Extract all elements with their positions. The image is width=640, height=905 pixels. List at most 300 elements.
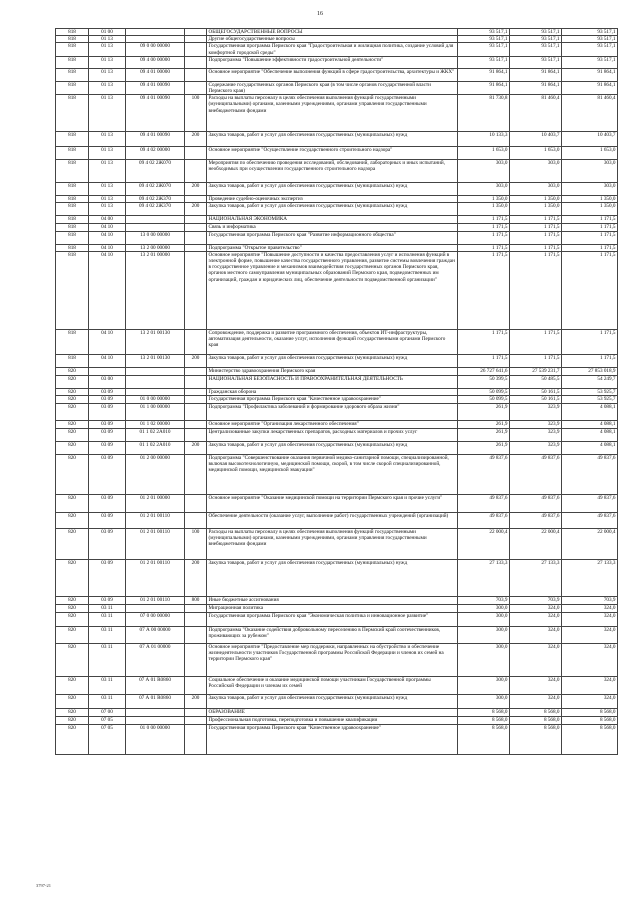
cell-v2: 303,0 bbox=[510, 160, 562, 183]
cell-v3: 1 171,5 bbox=[562, 244, 618, 251]
cell-v3: 324,0 bbox=[562, 627, 618, 644]
cell-v1: 50 399,5 bbox=[458, 375, 510, 388]
cell-v2: 323,9 bbox=[510, 421, 562, 429]
cell-vr bbox=[185, 495, 207, 513]
cell-vr bbox=[185, 329, 207, 354]
cell-v1: 8 568,0 bbox=[458, 709, 510, 717]
cell-csr bbox=[126, 388, 185, 395]
cell-v3: 8 568,0 bbox=[562, 717, 618, 725]
cell-vr bbox=[185, 68, 207, 81]
cell-name: Расходы на выплаты персоналу в целях обеспечения выполнения функций государственными (муниципальными) органами, казенными учреждениями, органами управления государственными внебюджетными фондами bbox=[207, 529, 458, 560]
cell-v2: 81 460,4 bbox=[510, 95, 562, 132]
page-number: 16 bbox=[317, 11, 323, 17]
cell-v1: 300,0 bbox=[458, 644, 510, 677]
table-row bbox=[56, 132, 618, 147]
cell-ved: 818 bbox=[56, 244, 89, 251]
cell-v3: 4 088,1 bbox=[562, 429, 618, 442]
cell-ved: 820 bbox=[56, 375, 89, 388]
cell-csr: 01 1 00 00000 bbox=[126, 404, 185, 421]
cell-name: Мероприятия по обеспечению проведения исследований, обследований, лабораторных и иных испытаний, необходимых при осуществлении государственного строительного надзора bbox=[207, 160, 458, 183]
cell-v2: 324,0 bbox=[510, 677, 562, 695]
cell-vr bbox=[185, 513, 207, 529]
cell-rz: 04 10 bbox=[89, 329, 126, 354]
cell-ved: 818 bbox=[56, 224, 89, 231]
cell-vr bbox=[185, 36, 207, 43]
cell-csr: 01 2 01 00000 bbox=[126, 495, 185, 513]
cell-rz: 03 11 bbox=[89, 677, 126, 695]
cell-ved: 820 bbox=[56, 367, 89, 375]
cell-v1: 300,0 bbox=[458, 613, 510, 627]
cell-name: Обеспечение деятельности (оказание услуг, выполнение работ) государственных учреждений (организаций) bbox=[207, 513, 458, 529]
cell-vr bbox=[185, 388, 207, 395]
cell-v1: 1 171,5 bbox=[458, 329, 510, 354]
cell-csr bbox=[126, 36, 185, 43]
cell-ved: 820 bbox=[56, 677, 89, 695]
table-row bbox=[56, 529, 618, 560]
cell-v2: 50 161,5 bbox=[510, 388, 562, 395]
cell-ved: 818 bbox=[56, 81, 89, 94]
cell-v2: 27 539 231,7 bbox=[510, 367, 562, 375]
cell-rz: 07 00 bbox=[89, 709, 126, 717]
cell-csr: 01 2 00 00000 bbox=[126, 455, 185, 495]
table-row bbox=[56, 147, 618, 160]
cell-v2: 22 000,4 bbox=[510, 529, 562, 560]
cell-name: Закупка товаров, работ и услуг для обеспечения государственных (муниципальных) нужд bbox=[207, 560, 458, 597]
cell-ved: 820 bbox=[56, 396, 89, 404]
cell-ved: 818 bbox=[56, 354, 89, 367]
table-row bbox=[56, 196, 618, 203]
cell-ved: 820 bbox=[56, 529, 89, 560]
cell-v2: 49 837,6 bbox=[510, 455, 562, 495]
cell-vr bbox=[185, 627, 207, 644]
table-row bbox=[56, 160, 618, 183]
cell-csr: 13 0 00 00000 bbox=[126, 231, 185, 244]
cell-v3: 81 460,4 bbox=[562, 95, 618, 132]
cell-v2: 324,0 bbox=[510, 644, 562, 677]
table-row bbox=[56, 36, 618, 43]
cell-v1: 91 864,1 bbox=[458, 68, 510, 81]
cell-name: Закупка товаров, работ и услуг для обеспечения государственных (муниципальных) нужд bbox=[207, 354, 458, 367]
cell-csr: 09 4 01 00000 bbox=[126, 68, 185, 81]
cell-v1: 27 133,3 bbox=[458, 560, 510, 597]
table-row bbox=[56, 375, 618, 388]
cell-v1: 261,9 bbox=[458, 421, 510, 429]
cell-v1: 1 171,5 bbox=[458, 231, 510, 244]
cell-rz: 07 05 bbox=[89, 725, 126, 755]
cell-ved: 818 bbox=[56, 329, 89, 354]
cell-v3: 93 517,1 bbox=[562, 29, 618, 36]
table-row bbox=[56, 717, 618, 725]
cell-vr bbox=[185, 717, 207, 725]
cell-v2: 93 517,1 bbox=[510, 29, 562, 36]
cell-v3: 49 837,6 bbox=[562, 455, 618, 495]
cell-v1: 93 517,1 bbox=[458, 29, 510, 36]
cell-csr: 09 4 02 2Ж070 bbox=[126, 183, 185, 196]
table-row bbox=[56, 709, 618, 717]
table-row bbox=[56, 644, 618, 677]
cell-csr bbox=[126, 367, 185, 375]
cell-v2: 10 403,7 bbox=[510, 132, 562, 147]
cell-ved: 820 bbox=[56, 597, 89, 605]
cell-name: Иные бюджетные ассигнования bbox=[207, 597, 458, 605]
cell-rz: 03 09 bbox=[89, 404, 126, 421]
cell-ved: 820 bbox=[56, 717, 89, 725]
cell-ved: 820 bbox=[56, 404, 89, 421]
cell-v1: 91 864,1 bbox=[458, 81, 510, 94]
cell-vr bbox=[185, 196, 207, 203]
cell-v3: 1 171,5 bbox=[562, 251, 618, 329]
cell-csr bbox=[126, 709, 185, 717]
cell-vr bbox=[185, 613, 207, 627]
cell-v1: 1 171,5 bbox=[458, 251, 510, 329]
cell-v1: 22 000,4 bbox=[458, 529, 510, 560]
cell-csr: 09 4 00 00000 bbox=[126, 56, 185, 68]
cell-vr bbox=[185, 224, 207, 231]
cell-v3: 303,0 bbox=[562, 183, 618, 196]
table-row bbox=[56, 605, 618, 613]
cell-v3: 1 350,0 bbox=[562, 196, 618, 203]
cell-v1: 261,9 bbox=[458, 429, 510, 442]
cell-v2: 50 485,5 bbox=[510, 375, 562, 388]
cell-csr bbox=[126, 29, 185, 36]
cell-v3: 54 249,7 bbox=[562, 375, 618, 388]
cell-vr bbox=[185, 160, 207, 183]
cell-ved: 818 bbox=[56, 196, 89, 203]
cell-name: ОБРАЗОВАНИЕ bbox=[207, 709, 458, 717]
cell-v3: 1 171,5 bbox=[562, 224, 618, 231]
cell-rz: 01 00 bbox=[89, 29, 126, 36]
cell-v2: 324,0 bbox=[510, 613, 562, 627]
cell-v1: 49 837,6 bbox=[458, 455, 510, 495]
cell-v3: 91 864,1 bbox=[562, 68, 618, 81]
cell-rz: 03 11 bbox=[89, 605, 126, 613]
cell-v1: 1 171,5 bbox=[458, 354, 510, 367]
cell-rz: 03 11 bbox=[89, 695, 126, 709]
cell-ved: 820 bbox=[56, 429, 89, 442]
cell-csr: 09 4 01 00090 bbox=[126, 132, 185, 147]
cell-v1: 1 171,5 bbox=[458, 244, 510, 251]
cell-v1: 49 837,6 bbox=[458, 495, 510, 513]
cell-v2: 8 568,0 bbox=[510, 709, 562, 717]
cell-vr bbox=[185, 605, 207, 613]
cell-v1: 10 133,3 bbox=[458, 132, 510, 147]
cell-ved: 820 bbox=[56, 709, 89, 717]
cell-csr: 09 4 02 2Ж070 bbox=[126, 160, 185, 183]
cell-v1: 1 171,5 bbox=[458, 216, 510, 224]
table-row bbox=[56, 627, 618, 644]
cell-vr bbox=[185, 216, 207, 224]
cell-name: ОБЩЕГОСУДАРСТВЕННЫЕ ВОПРОСЫ bbox=[207, 29, 458, 36]
cell-csr: 13 2 01 00000 bbox=[126, 251, 185, 329]
cell-ved: 818 bbox=[56, 216, 89, 224]
cell-ved: 820 bbox=[56, 605, 89, 613]
cell-v3: 324,0 bbox=[562, 613, 618, 627]
cell-v2: 1 171,5 bbox=[510, 244, 562, 251]
cell-v2: 1 171,5 bbox=[510, 329, 562, 354]
cell-name: Закупка товаров, работ и услуг для обеспечения государственных (муниципальных) нужд bbox=[207, 695, 458, 709]
cell-vr: 200 bbox=[185, 560, 207, 597]
budget-table bbox=[55, 28, 618, 755]
table-row bbox=[56, 597, 618, 605]
cell-v1: 303,0 bbox=[458, 183, 510, 196]
cell-csr: 01 1 02 2А010 bbox=[126, 442, 185, 455]
cell-vr: 200 bbox=[185, 442, 207, 455]
cell-csr bbox=[126, 605, 185, 613]
cell-name: НАЦИОНАЛЬНАЯ ЭКОНОМИКА bbox=[207, 216, 458, 224]
cell-rz: 04 10 bbox=[89, 251, 126, 329]
cell-v1: 8 568,0 bbox=[458, 717, 510, 725]
cell-vr bbox=[185, 231, 207, 244]
table-row bbox=[56, 231, 618, 244]
cell-ved: 818 bbox=[56, 231, 89, 244]
cell-v2: 91 864,1 bbox=[510, 68, 562, 81]
cell-vr: 200 bbox=[185, 695, 207, 709]
cell-csr bbox=[126, 224, 185, 231]
cell-csr bbox=[126, 375, 185, 388]
cell-vr bbox=[185, 56, 207, 68]
table-row bbox=[56, 68, 618, 81]
cell-vr bbox=[185, 396, 207, 404]
cell-v2: 323,9 bbox=[510, 442, 562, 455]
cell-vr bbox=[185, 29, 207, 36]
cell-v2: 49 837,6 bbox=[510, 495, 562, 513]
cell-v1: 303,0 bbox=[458, 160, 510, 183]
cell-rz: 01 13 bbox=[89, 43, 126, 56]
cell-v2: 49 837,6 bbox=[510, 513, 562, 529]
cell-csr: 09 4 01 00090 bbox=[126, 95, 185, 132]
cell-vr bbox=[185, 429, 207, 442]
cell-v2: 323,9 bbox=[510, 404, 562, 421]
cell-v1: 93 517,1 bbox=[458, 56, 510, 68]
cell-rz: 03 09 bbox=[89, 396, 126, 404]
table-row bbox=[56, 216, 618, 224]
cell-name: НАЦИОНАЛЬНАЯ БЕЗОПАСНОСТЬ И ПРАВООХРАНИТЕЛЬНАЯ ДЕЯТЕЛЬНОСТЬ bbox=[207, 375, 458, 388]
cell-vr bbox=[185, 244, 207, 251]
cell-v1: 49 837,6 bbox=[458, 513, 510, 529]
cell-csr: 01 1 02 2А010 bbox=[126, 429, 185, 442]
cell-v3: 27 133,3 bbox=[562, 560, 618, 597]
cell-v2: 93 517,1 bbox=[510, 56, 562, 68]
cell-rz: 07 05 bbox=[89, 717, 126, 725]
cell-name: Основное мероприятие "Организация лекарственного обеспечения" bbox=[207, 421, 458, 429]
cell-name: Основное мероприятие "Оказание медицинской помощи на территории Пермского края и прочие услуги" bbox=[207, 495, 458, 513]
cell-ved: 820 bbox=[56, 695, 89, 709]
table-row bbox=[56, 203, 618, 216]
cell-v1: 81 730,8 bbox=[458, 95, 510, 132]
cell-name: Закупка товаров, работ и услуг для обеспечения государственных (муниципальных) нужд bbox=[207, 183, 458, 196]
cell-rz: 03 09 bbox=[89, 513, 126, 529]
cell-v3: 10 403,7 bbox=[562, 132, 618, 147]
table-row bbox=[56, 513, 618, 529]
cell-csr: 07 А 01 R0860 bbox=[126, 677, 185, 695]
table-row bbox=[56, 442, 618, 455]
cell-name: Содержание государственных органов Пермского края (в том числе органов государственной власти Пермского края) bbox=[207, 81, 458, 94]
cell-csr: 13 2 00 00000 bbox=[126, 244, 185, 251]
cell-csr bbox=[126, 717, 185, 725]
cell-rz: 03 09 bbox=[89, 560, 126, 597]
cell-vr bbox=[185, 709, 207, 717]
table-row bbox=[56, 354, 618, 367]
cell-csr: 09 4 02 2Ж370 bbox=[126, 203, 185, 216]
cell-v3: 324,0 bbox=[562, 644, 618, 677]
cell-vr: 200 bbox=[185, 132, 207, 147]
cell-name: Подпрограмма "Совершенствование оказания первичной медико-санитарной помощи, специализированной, включая высокотехнологичную, медицинской помощи, скорой, в том числе скорой специализированной, медицинской помощи, медицинской эвакуации" bbox=[207, 455, 458, 495]
cell-vr: 100 bbox=[185, 95, 207, 132]
cell-ved: 820 bbox=[56, 613, 89, 627]
cell-csr: 13 2 01 00130 bbox=[126, 329, 185, 354]
cell-rz: 01 13 bbox=[89, 56, 126, 68]
cell-name: Миграционная политика bbox=[207, 605, 458, 613]
cell-ved: 820 bbox=[56, 388, 89, 395]
cell-vr: 200 bbox=[185, 183, 207, 196]
cell-ved: 820 bbox=[56, 442, 89, 455]
table-row bbox=[56, 29, 618, 36]
cell-rz: 01 13 bbox=[89, 132, 126, 147]
cell-vr bbox=[185, 147, 207, 160]
cell-rz: 04 10 bbox=[89, 224, 126, 231]
cell-name: Государственная программа Пермского края "Качественное здравоохранение" bbox=[207, 725, 458, 755]
cell-v3: 49 837,6 bbox=[562, 513, 618, 529]
cell-ved: 818 bbox=[56, 36, 89, 43]
cell-v3: 49 837,6 bbox=[562, 495, 618, 513]
cell-v3: 1 171,5 bbox=[562, 329, 618, 354]
cell-vr bbox=[185, 677, 207, 695]
cell-v2: 1 171,5 bbox=[510, 224, 562, 231]
cell-vr bbox=[185, 43, 207, 56]
cell-name: Государственная программа Пермского края "Экономическая политика и инновационное развитие" bbox=[207, 613, 458, 627]
cell-v3: 4 088,1 bbox=[562, 404, 618, 421]
table-row bbox=[56, 725, 618, 755]
table-row bbox=[56, 367, 618, 375]
cell-v1: 300,0 bbox=[458, 605, 510, 613]
cell-v3: 4 088,1 bbox=[562, 442, 618, 455]
table-row bbox=[56, 429, 618, 442]
cell-rz: 03 09 bbox=[89, 495, 126, 513]
cell-ved: 820 bbox=[56, 560, 89, 597]
cell-v3: 1 171,5 bbox=[562, 216, 618, 224]
cell-name: Профессиональная подготовка, переподготовка и повышение квалификации bbox=[207, 717, 458, 725]
cell-vr: 800 bbox=[185, 597, 207, 605]
cell-rz: 03 09 bbox=[89, 597, 126, 605]
cell-ved: 818 bbox=[56, 56, 89, 68]
cell-vr bbox=[185, 375, 207, 388]
cell-ved: 820 bbox=[56, 455, 89, 495]
cell-v2: 324,0 bbox=[510, 605, 562, 613]
cell-name: Другие общегосударственные вопросы bbox=[207, 36, 458, 43]
table-row bbox=[56, 329, 618, 354]
cell-vr bbox=[185, 644, 207, 677]
cell-name: Связь и информатика bbox=[207, 224, 458, 231]
table-row bbox=[56, 183, 618, 196]
cell-rz: 01 13 bbox=[89, 81, 126, 94]
cell-rz: 03 09 bbox=[89, 442, 126, 455]
table-row bbox=[56, 224, 618, 231]
cell-name: Государственная программа Пермского края "Развитие информационного общества" bbox=[207, 231, 458, 244]
cell-ved: 820 bbox=[56, 513, 89, 529]
cell-csr: 01 2 01 00110 bbox=[126, 560, 185, 597]
cell-name: Основное мероприятие "Повышение доступности и качества предоставления услуг и исполнения функций в электронной форме, повышение качества государственного управления, развитие системы вовлечения граждан в государственное управление и механизмов взаимодействия государственных органов Пермского края, органов местного самоуправления муниципальных образований Пермского края, подведомственных им организаций, граждан и юридических лиц, обеспечение деятельности подведомственной организации" bbox=[207, 251, 458, 329]
cell-v1: 8 568,0 bbox=[458, 725, 510, 755]
cell-ved: 818 bbox=[56, 95, 89, 132]
cell-rz: 03 09 bbox=[89, 455, 126, 495]
cell-v3: 91 864,1 bbox=[562, 81, 618, 94]
cell-v2: 1 350,0 bbox=[510, 203, 562, 216]
cell-vr bbox=[185, 367, 207, 375]
cell-csr: 07 0 00 00000 bbox=[126, 613, 185, 627]
cell-name: Подпрограмма "Открытое правительство" bbox=[207, 244, 458, 251]
cell-ved: 818 bbox=[56, 160, 89, 183]
cell-rz: 01 13 bbox=[89, 196, 126, 203]
cell-v1: 261,9 bbox=[458, 404, 510, 421]
cell-v3: 93 517,1 bbox=[562, 56, 618, 68]
cell-v3: 703,9 bbox=[562, 597, 618, 605]
cell-v3: 53 925,7 bbox=[562, 396, 618, 404]
cell-v2: 324,0 bbox=[510, 695, 562, 709]
cell-vr bbox=[185, 404, 207, 421]
cell-v2: 1 171,5 bbox=[510, 231, 562, 244]
cell-csr: 09 0 00 00000 bbox=[126, 43, 185, 56]
cell-vr: 200 bbox=[185, 354, 207, 367]
cell-ved: 818 bbox=[56, 203, 89, 216]
table-row bbox=[56, 251, 618, 329]
cell-csr: 01 2 01 00110 bbox=[126, 597, 185, 605]
cell-ved: 818 bbox=[56, 147, 89, 160]
cell-rz bbox=[89, 367, 126, 375]
cell-rz: 01 13 bbox=[89, 203, 126, 216]
cell-rz: 04 10 bbox=[89, 244, 126, 251]
cell-v3: 27 853 018,9 bbox=[562, 367, 618, 375]
cell-rz: 03 00 bbox=[89, 375, 126, 388]
cell-csr: 01 2 01 00110 bbox=[126, 513, 185, 529]
cell-rz: 03 11 bbox=[89, 613, 126, 627]
cell-rz: 01 13 bbox=[89, 36, 126, 43]
table-row bbox=[56, 404, 618, 421]
cell-rz: 01 13 bbox=[89, 68, 126, 81]
cell-ved: 818 bbox=[56, 251, 89, 329]
cell-name: Гражданская оборона bbox=[207, 388, 458, 395]
table-row bbox=[56, 560, 618, 597]
cell-v1: 1 350,0 bbox=[458, 196, 510, 203]
cell-csr: 07 А 00 00000 bbox=[126, 627, 185, 644]
cell-vr bbox=[185, 455, 207, 495]
cell-ved: 820 bbox=[56, 495, 89, 513]
cell-v1: 261,9 bbox=[458, 442, 510, 455]
cell-rz: 04 10 bbox=[89, 354, 126, 367]
cell-csr: 01 0 00 00000 bbox=[126, 396, 185, 404]
cell-v1: 1 171,5 bbox=[458, 224, 510, 231]
cell-ved: 820 bbox=[56, 627, 89, 644]
cell-v2: 1 171,5 bbox=[510, 216, 562, 224]
cell-vr: 200 bbox=[185, 203, 207, 216]
cell-rz: 03 09 bbox=[89, 388, 126, 395]
cell-v3: 53 925,7 bbox=[562, 388, 618, 395]
table-row bbox=[56, 95, 618, 132]
cell-v1: 26 727 641,6 bbox=[458, 367, 510, 375]
cell-rz: 03 09 bbox=[89, 429, 126, 442]
cell-v3: 1 171,5 bbox=[562, 231, 618, 244]
cell-v2: 303,0 bbox=[510, 183, 562, 196]
table-row bbox=[56, 396, 618, 404]
cell-rz: 03 11 bbox=[89, 644, 126, 677]
cell-ved: 820 bbox=[56, 644, 89, 677]
cell-v1: 50 099,5 bbox=[458, 396, 510, 404]
cell-name: Государственная программа Пермского края "Градостроительная и жилищная политика, создание условий для комфортной городской среды" bbox=[207, 43, 458, 56]
table-row bbox=[56, 43, 618, 56]
table-row bbox=[56, 677, 618, 695]
table-row bbox=[56, 455, 618, 495]
table-row bbox=[56, 421, 618, 429]
cell-v1: 300,0 bbox=[458, 677, 510, 695]
